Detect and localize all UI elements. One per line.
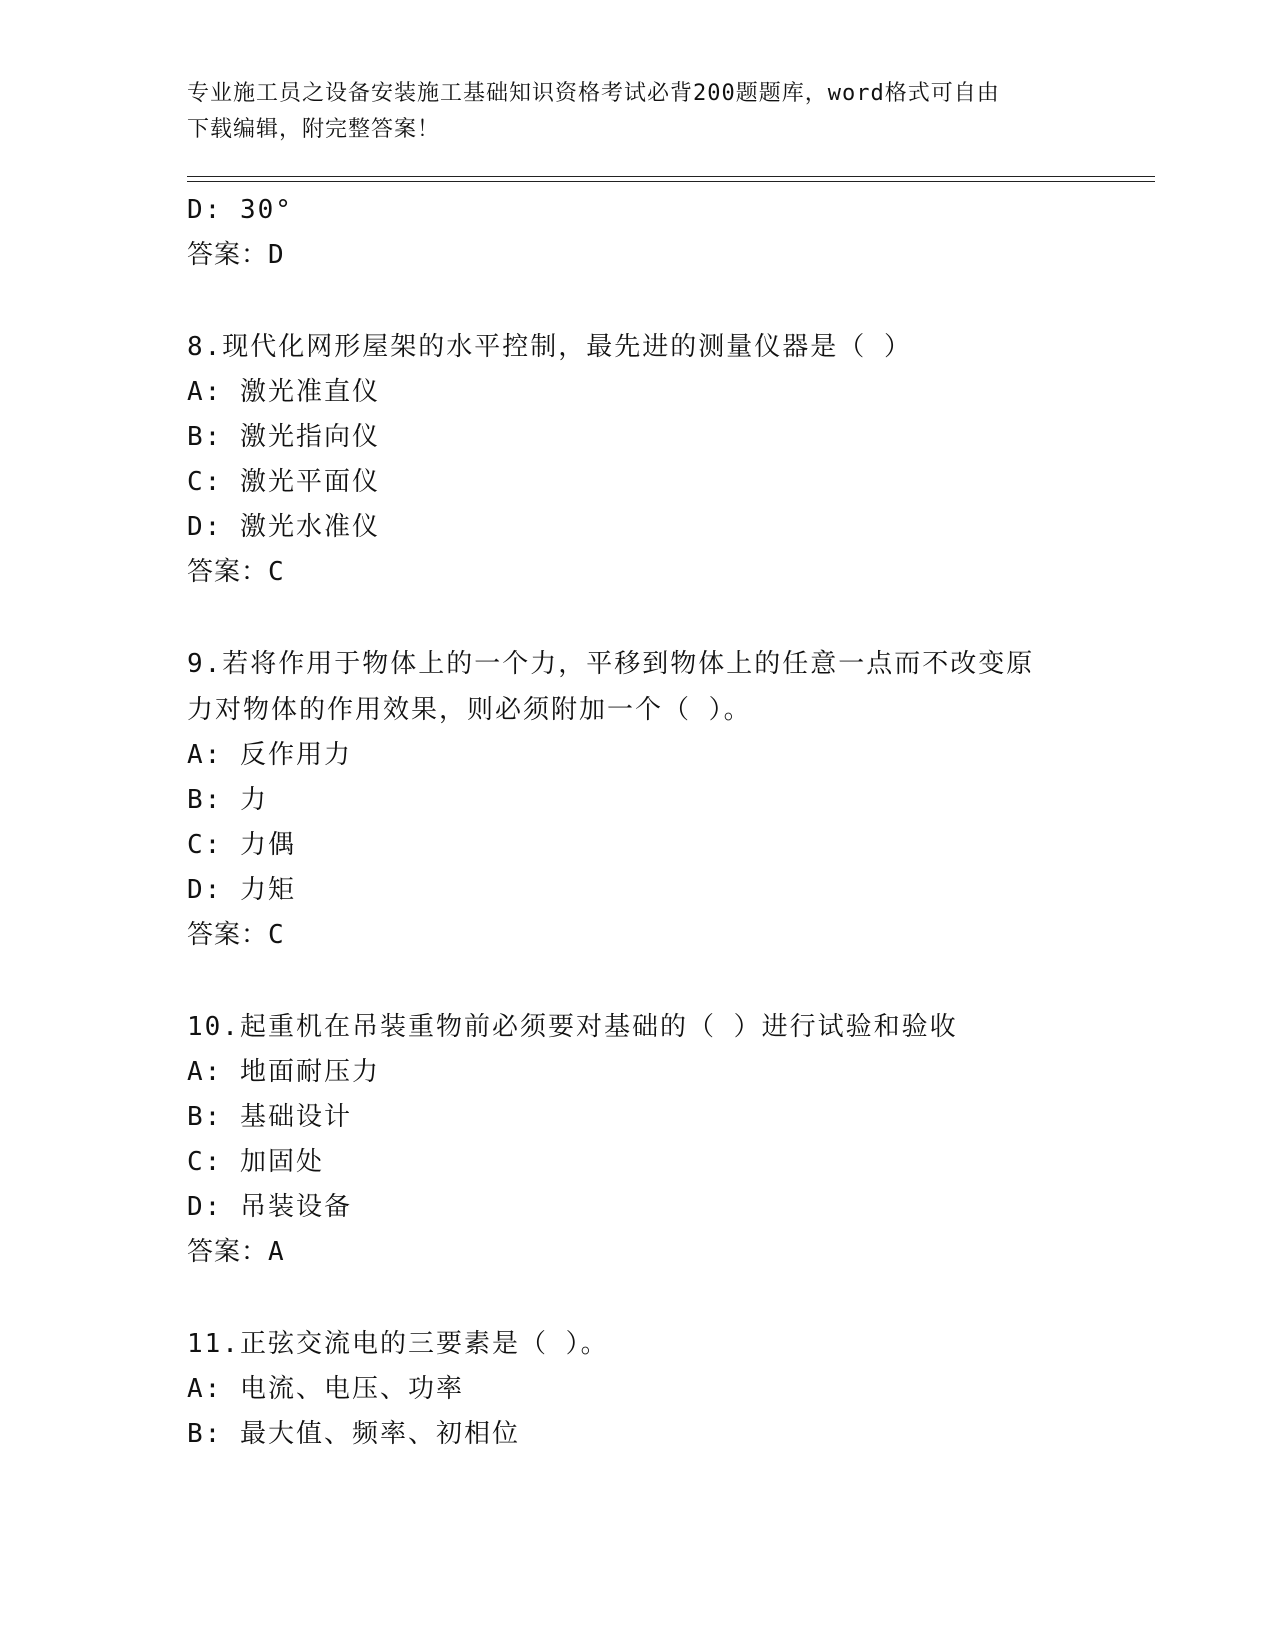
question-11 <box>187 1321 1087 1457</box>
document-header <box>187 76 1087 148</box>
question-8 <box>187 324 1087 595</box>
question-stem: 11.正弦交流电的三要素是（ ）。 <box>187 1329 609 1359</box>
answer-line: 答案：C <box>187 920 285 950</box>
header-line-1: 专业施工员之设备安装施工基础知识资格考试必背200题题库，word格式可自由 <box>187 81 1000 106</box>
option-a: A: 地面耐压力 <box>187 1057 380 1087</box>
question-list <box>187 188 1087 1457</box>
option-c: C: 加固处 <box>187 1147 324 1177</box>
option-a: A: 电流、电压、功率 <box>187 1374 464 1404</box>
question-stem: 10.起重机在吊装重物前必须要对基础的（ ）进行试验和验收 <box>187 1012 958 1042</box>
question-stem: 8.现代化网形屋架的水平控制，最先进的测量仪器是（ ） <box>187 332 912 362</box>
option-a: A: 反作用力 <box>187 740 352 770</box>
answer-line: 答案：D <box>187 240 285 270</box>
header-divider-bottom <box>187 181 1155 182</box>
answer-line: 答案：C <box>187 557 285 587</box>
question-stem-line-1: 9.若将作用于物体上的一个力，平移到物体上的任意一点而不改变原 <box>187 649 1035 679</box>
answer-line: 答案：A <box>187 1237 285 1267</box>
carryover-block <box>187 188 1087 278</box>
option-b: B: 基础设计 <box>187 1102 352 1132</box>
option-a: A: 激光准直仪 <box>187 377 380 407</box>
option-c: C: 激光平面仪 <box>187 467 380 497</box>
option-d: D: 吊装设备 <box>187 1192 352 1222</box>
option-d: D: 30° <box>187 195 293 225</box>
question-9 <box>187 641 1087 958</box>
header-divider-top <box>187 176 1155 177</box>
option-b: B: 最大值、频率、初相位 <box>187 1419 520 1449</box>
question-10 <box>187 1004 1087 1275</box>
option-d: D: 激光水准仪 <box>187 512 380 542</box>
option-b: B: 力 <box>187 785 268 815</box>
option-b: B: 激光指向仪 <box>187 422 380 452</box>
question-stem-line-2: 力对物体的作用效果，则必须附加一个（ ）。 <box>187 695 752 725</box>
option-d: D: 力矩 <box>187 875 296 905</box>
option-c: C: 力偶 <box>187 830 296 860</box>
header-line-2: 下载编辑，附完整答案！ <box>187 117 441 142</box>
